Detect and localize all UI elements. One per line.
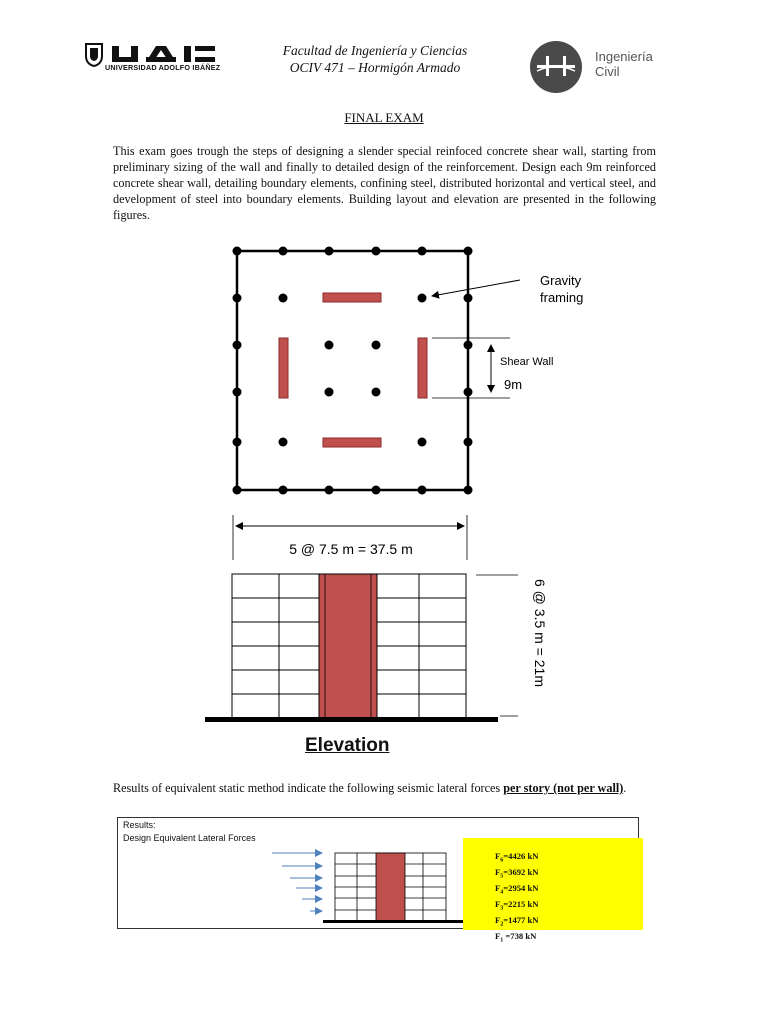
plan-dimension-label: 5 @ 7.5 m = 37.5 m xyxy=(289,541,413,557)
forces-list xyxy=(495,851,538,947)
dept-line-1: Ingeniería xyxy=(595,49,653,64)
shear-wall-label: Shear Wall xyxy=(500,356,554,368)
results-box-label: Results: xyxy=(123,820,156,830)
course-name: OCIV 471 – Hormigón Armado xyxy=(289,60,461,75)
force-row: $F_5=3692$ kN xyxy=(495,866,539,880)
dept-line-2: Civil xyxy=(595,64,620,79)
gravity-label-2: framing xyxy=(540,290,584,305)
faculty-name: Facultad de Ingeniería y Ciencias xyxy=(282,43,468,58)
exam-title: FINAL EXAM xyxy=(344,110,424,125)
intro-paragraph: This exam goes trough the steps of designing a slender special reinfoced concrete shear wall, starting from preliminary sizing of the wall and finally to detailed design of the reinforcement. Design each 9m reinforced concrete shear wall, detailing boundary elements, confining steel, distributed horizontal and vertical steel, and development of steel into boundary elements. Building layout and elevation are presented in the following figures. xyxy=(113,144,656,223)
force-row: $F_4=2954$ kN xyxy=(495,882,539,896)
height-dimension-label: 6 @ 3.5 m = 21m xyxy=(532,579,548,687)
mini-shear-wall xyxy=(376,853,405,921)
wall-length-label: 9m xyxy=(504,377,523,392)
elevation-title: Elevation xyxy=(305,735,390,756)
force-row: $F_1 =738$ kN xyxy=(495,930,537,944)
mini-ground xyxy=(323,920,463,923)
results-box-sublabel: Design Equivalent Lateral Forces xyxy=(123,833,256,843)
results-text-before: Results of equivalent static method indicate the following seismic lateral forces xyxy=(113,781,504,795)
force-row: $F_3=2215$ kN xyxy=(495,898,539,912)
results-text-after: . xyxy=(623,781,627,795)
force-row: $F_6=4426$ kN xyxy=(495,851,539,864)
force-row: $F_2=1477$ kN xyxy=(495,914,539,928)
lateral-force-arrows xyxy=(272,853,322,911)
results-text-bold: per story (not per wall) xyxy=(503,781,624,795)
gravity-label-1: Gravity xyxy=(540,273,582,288)
university-name: UNIVERSIDAD ADOLFO IBÁÑEZ xyxy=(105,63,221,72)
